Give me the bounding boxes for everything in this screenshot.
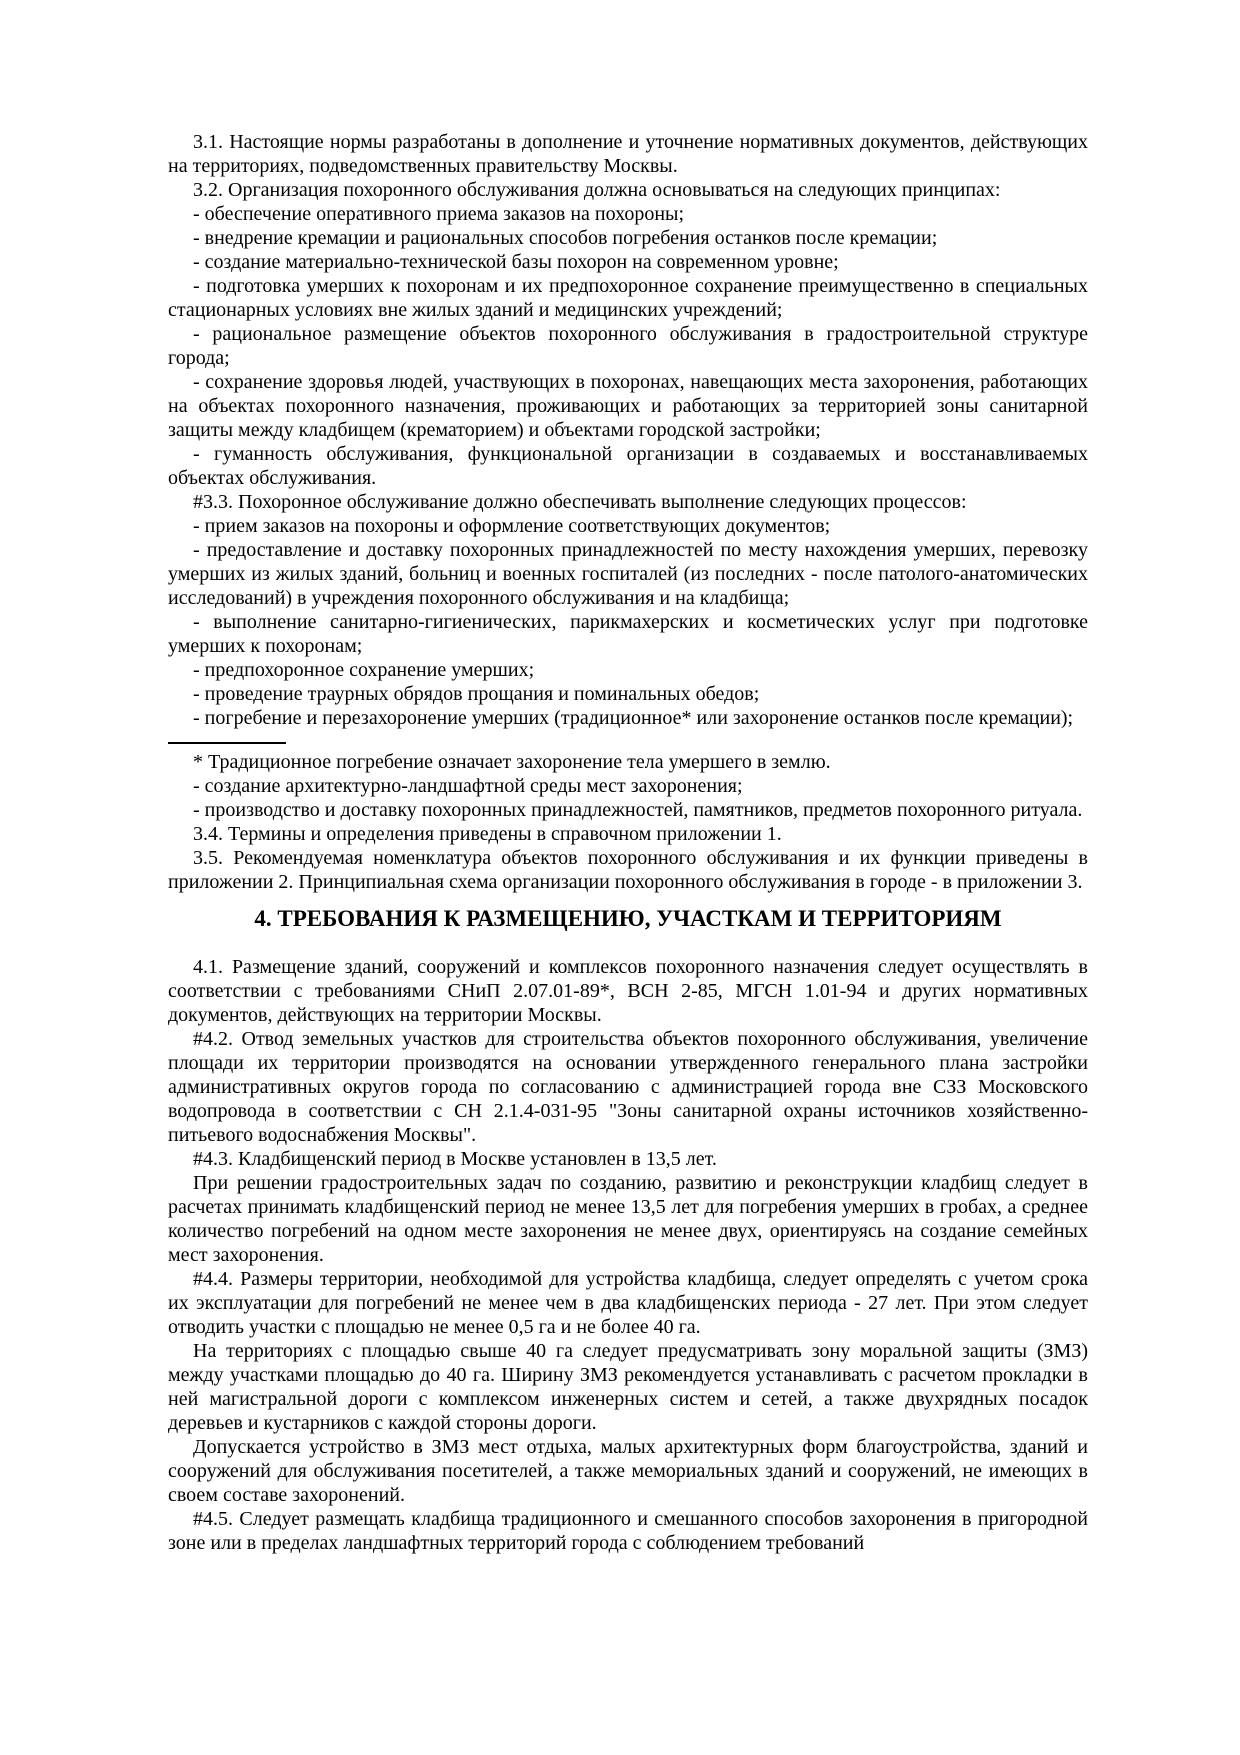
paragraph: 3.5. Рекомендуемая номенклатура объектов похоронного обслуживания и их функции приведены в приложении 2. Принципиальная схема организации похоронного обслуживания в городе - в приложении 3. — [168, 847, 1088, 893]
paragraph: - проведение траурных обрядов прощания и поминальных обедов; — [193, 683, 760, 705]
paragraph: - прием заказов на похороны и оформление соответствующих документов; — [193, 515, 831, 537]
paragraph: - сохранение здоровья людей, участвующих в похоронах, навещающих места захоронения, работающих на объектах похоронного назначения, проживающих и работающих за территорией зоны санитарной защиты между кладбищем (крематорием) и объектами городской застройки; — [168, 371, 1088, 441]
paragraph: - подготовка умерших к похоронам и их предпохоронное сохранение преимущественно в специальных стационарных условиях вне жилых зданий и медицинских учреждений; — [168, 275, 1088, 321]
paragraph: #4.5. Следует размещать кладбища традиционного и смешанного способов захоронения в пригородной зоне или в пределах ландшафтных территорий города с соблюдением требований — [168, 1508, 1088, 1554]
paragraph: - погребение и перезахоронение умерших (традиционное* или захоронение останков после кремации); — [193, 707, 1074, 729]
paragraph: - создание архитектурно-ландшафтной среды мест захоронения; — [193, 775, 743, 797]
paragraph: #3.3. Похоронное обслуживание должно обеспечивать выполнение следующих процессов: — [193, 491, 967, 513]
paragraph: #4.2. Отвод земельных участков для строительства объектов похоронного обслуживания, увеличение площади их территории производятся на основании утвержденного генерального плана застройки административных округов города по согласованию с администрацией города вне СЗЗ Московского водопровода в соответствии с СН 2.1.4-031-95 "Зоны санитарной охраны источников хозяйственно-питьевого водоснабжения Москвы". — [168, 1028, 1088, 1146]
paragraph: - гуманность обслуживания, функциональной организации в создаваемых и восстанавливаемых объектах обслуживания. — [168, 443, 1088, 489]
paragraph: На территориях с площадью свыше 40 га следует предусматривать зону моральной защиты (ЗМЗ) между участками площадью до 40 га. Ширину ЗМЗ рекомендуется устанавливать с расчетом прокладки в ней магистральной дороги с комплексом инженерных систем и сетей, а также двухрядных посадок деревьев и кустарников с каждой стороны дороги. — [168, 1340, 1088, 1434]
paragraph: При решении градостроительных задач по созданию, развитию и реконструкции кладбищ следует в расчетах принимать кладбищенский период не менее 13,5 лет для погребения умерших в гробах, а среднее количество погребений на одном месте захоронения не менее двух, ориентируясь на создание семейных мест захоронения. — [168, 1172, 1088, 1266]
paragraph: 3.1. Настоящие нормы разработаны в дополнение и уточнение нормативных документов, действующих на территориях, подведомственных правительству Москвы. — [168, 131, 1088, 177]
paragraph: - рациональное размещение объектов похоронного обслуживания в градостроительной структуре города; — [168, 323, 1088, 369]
paragraph: - внедрение кремации и рациональных способов погребения останков после кремации; — [193, 227, 938, 249]
paragraph: - предпохоронное сохранение умерших; — [193, 659, 535, 681]
paragraph: 3.4. Термины и определения приведены в справочном приложении 1. — [193, 823, 782, 845]
paragraph: 4.1. Размещение зданий, сооружений и комплексов похоронного назначения следует осуществлять в соответствии с требованиями СНиП 2.07.01-89*, ВСН 2-85, МГСН 1.01-94 и других нормативных документов, действующих на территории Москвы. — [168, 956, 1088, 1026]
paragraph: - создание материально-технической базы похорон на современном уровне; — [193, 251, 839, 273]
paragraph: - обеспечение оперативного приема заказов на похороны; — [193, 203, 685, 225]
paragraph: Допускается устройство в ЗМЗ мест отдыха, малых архитектурных форм благоустройства, зданий и сооружений для обслуживания посетителей, а также мемориальных зданий и сооружений, не имеющих в своем составе захоронений. — [168, 1436, 1088, 1506]
section-heading: 4. ТРЕБОВАНИЯ К РАЗМЕЩЕНИЮ, УЧАСТКАМ И ТЕРРИТОРИЯМ — [254, 906, 1002, 931]
paragraph: - выполнение санитарно-гигиенических, парикмахерских и косметических услуг при подготовке умерших к похоронам; — [168, 611, 1088, 657]
paragraph: #4.4. Размеры территории, необходимой для устройства кладбища, следует определять с учетом срока их эксплуатации для погребений не менее чем в два кладбищенских периода - 27 лет. При этом следует отводить участки с площадью не менее 0,5 га и не более 40 га. — [168, 1268, 1088, 1338]
footnote-separator-line — [168, 742, 286, 744]
paragraph: #4.3. Кладбищенский период в Москве установлен в 13,5 лет. — [193, 1148, 717, 1170]
document-body — [168, 130, 1088, 1555]
footnote-text: * Традиционное погребение означает захоронение тела умершего в землю. — [193, 751, 831, 773]
paragraph: - предоставление и доставку похоронных принадлежностей по месту нахождения умерших, перевозку умерших из жилых зданий, больниц и военных госпиталей (из последних - после патолого-анатомических исследований) в учреждения похоронного обслуживания и на кладбища; — [168, 539, 1088, 609]
paragraph: 3.2. Организация похоронного обслуживания должна основываться на следующих принципах: — [193, 179, 1001, 201]
paragraph: - производство и доставку похоронных принадлежностей, памятников, предметов похоронного ритуала. — [193, 799, 1083, 821]
